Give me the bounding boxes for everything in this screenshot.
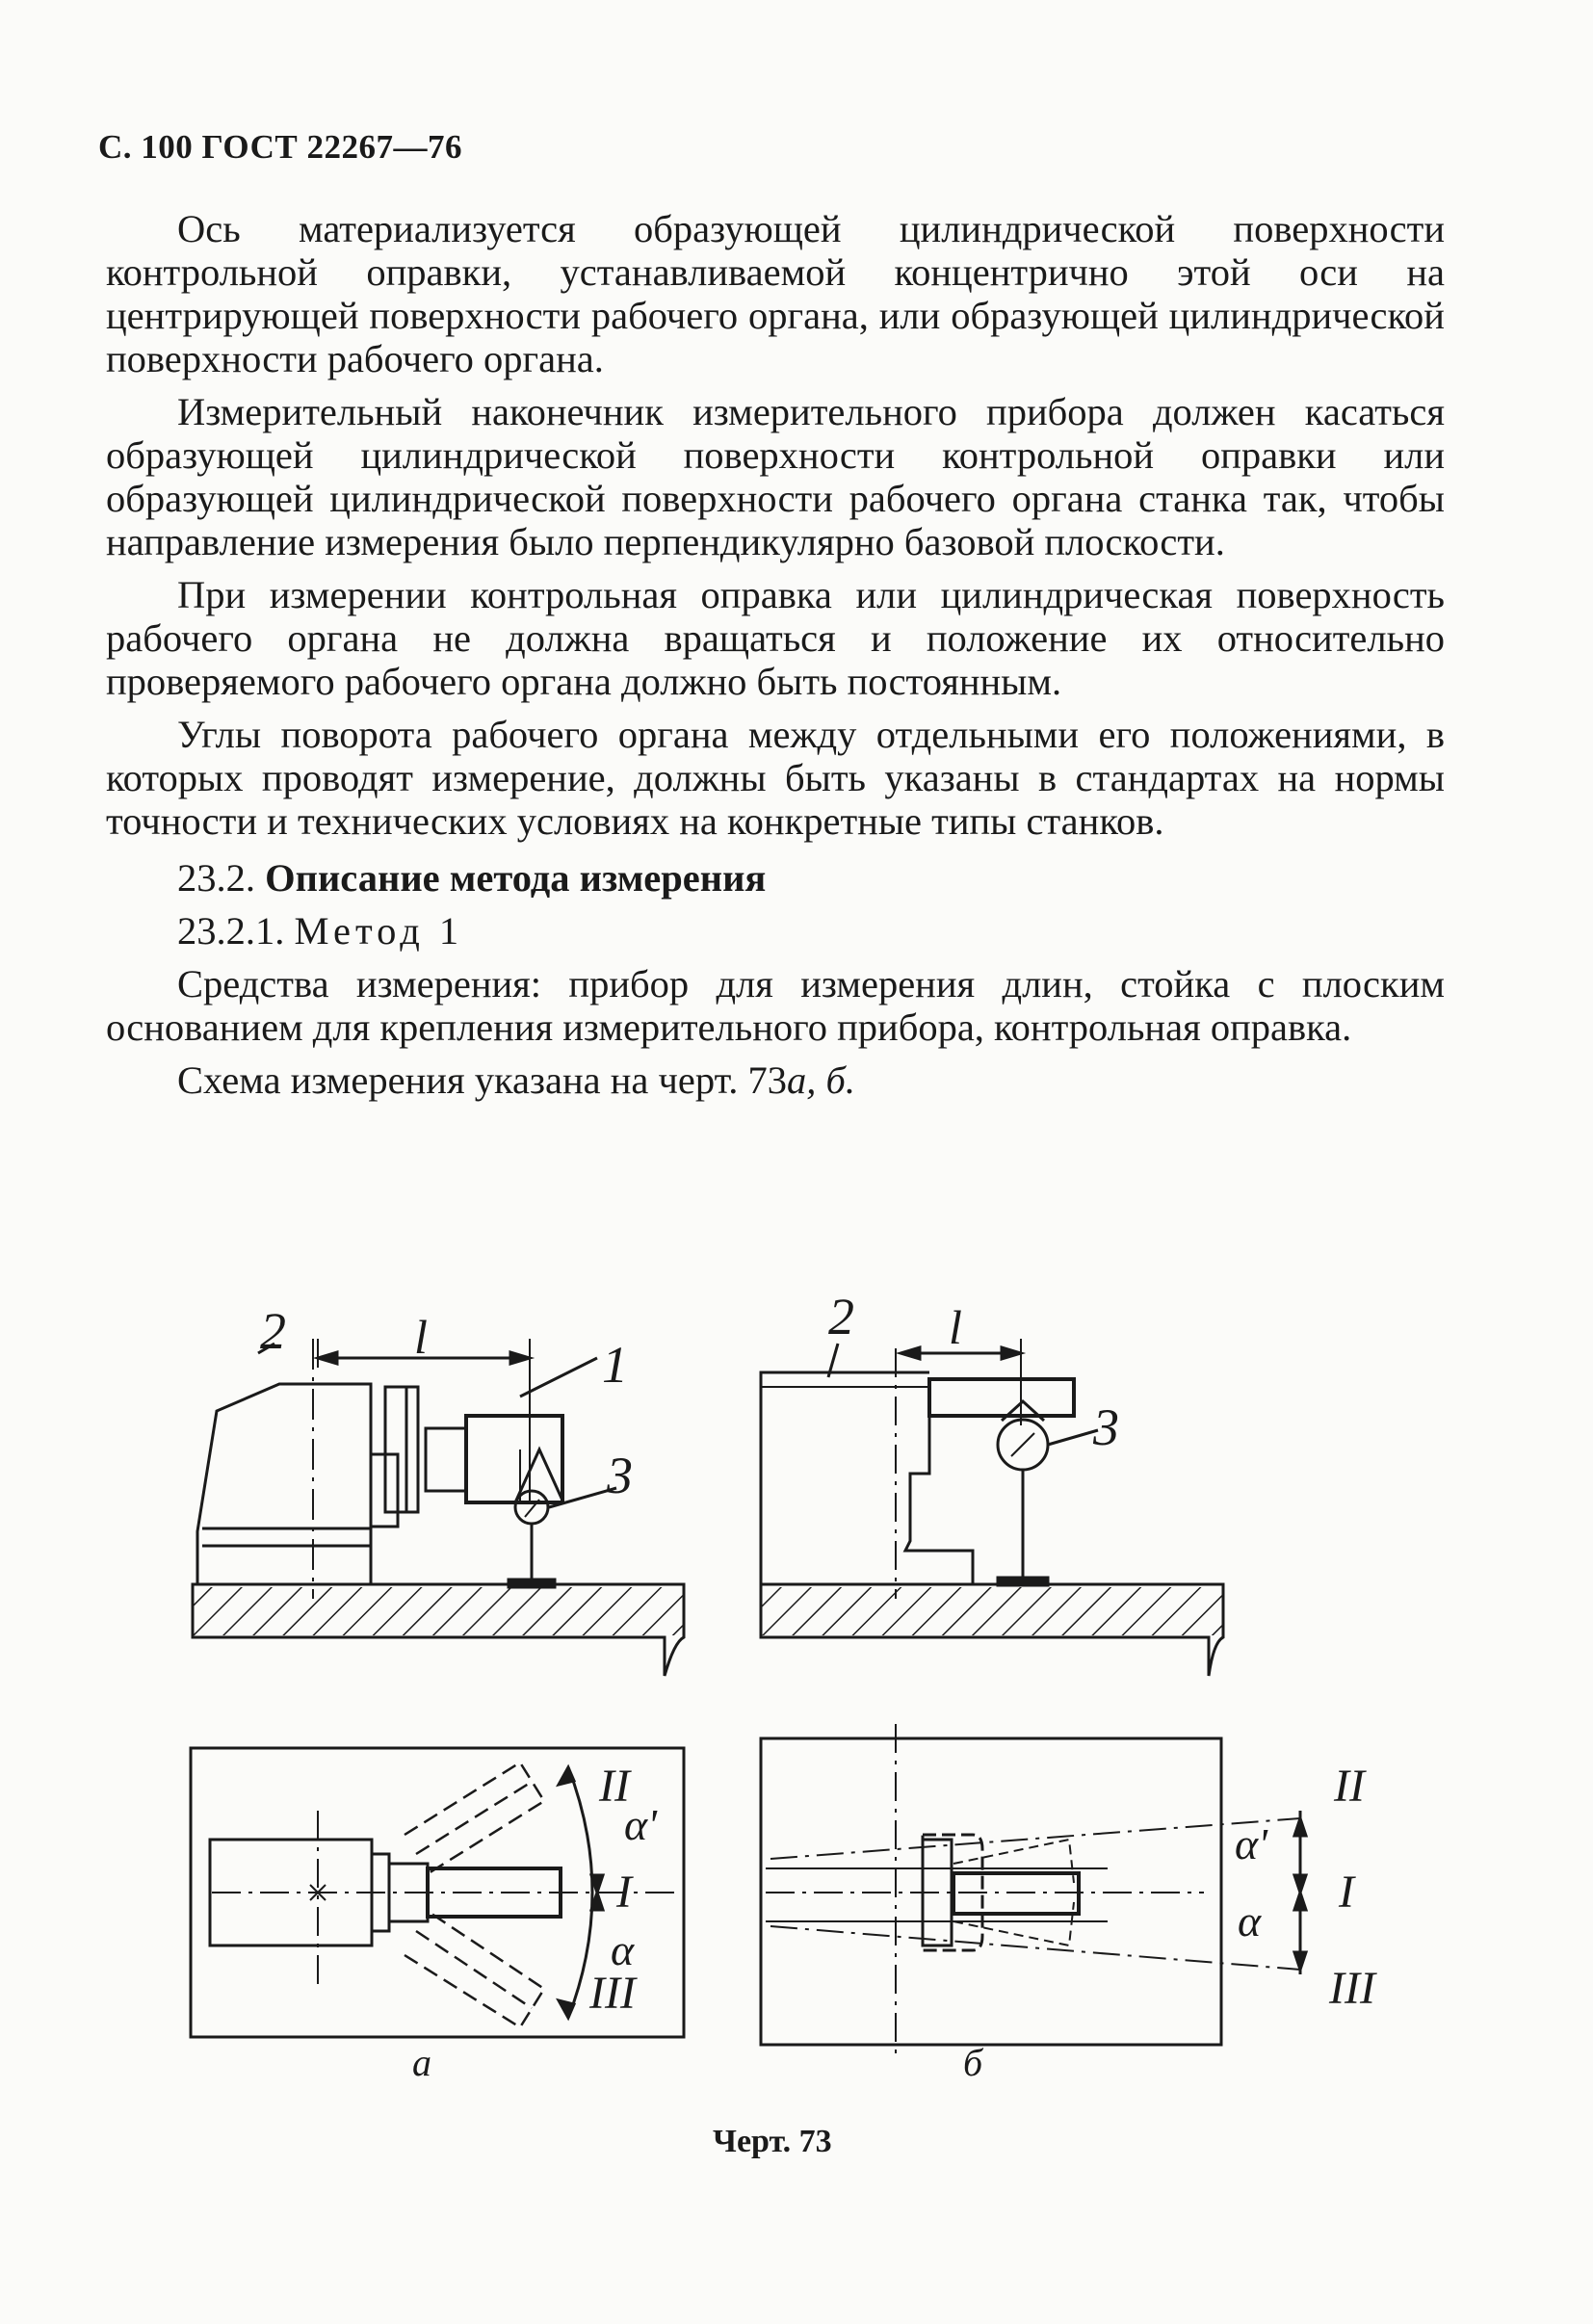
label-III-b: III	[1329, 1963, 1375, 2014]
diagram-a-plan-labels	[588, 1761, 658, 2019]
scheme-text: Схема измерения указана на черт. 73	[177, 1058, 787, 1102]
label-II-b: II	[1334, 1761, 1365, 1812]
label-III-a: III	[589, 1968, 636, 2019]
page-header: С. 100 ГОСТ 22267—76	[98, 128, 462, 166]
label-3-a: 3	[607, 1447, 633, 1504]
label-1-a: 1	[602, 1336, 628, 1394]
label-I-b: I	[1339, 1867, 1354, 1918]
section-number: 23.2.	[177, 856, 255, 900]
subfigure-b-label: б	[963, 2041, 983, 2084]
label-alpha-prime-b: α'	[1235, 1819, 1267, 1868]
section-heading	[106, 856, 1445, 900]
label-2-b: 2	[828, 1288, 854, 1345]
paragraph-tip: Измерительный наконечник измерительного прибора должен касаться образующей цилиндрической поверхности контрольной оправки или образующей цилиндрической поверхности рабочего органа станка так, чтобы направление измерения было перпендикулярно базовой плоскости.	[106, 390, 1445, 563]
label-2-a: 2	[260, 1302, 286, 1360]
subfigure-a-label: а	[412, 2041, 431, 2084]
diagram-a-labels	[260, 1302, 633, 1504]
label-l-b: l	[949, 1300, 962, 1354]
figure-caption: Черт. 73	[713, 2124, 832, 2159]
paragraph-instruments: Средства измерения: прибор для измерения длин, стойка с плоским основанием для крепления измерительного прибора, контрольная оправка.	[106, 962, 1445, 1049]
label-l-a: l	[414, 1310, 428, 1364]
subsection-heading	[106, 909, 1445, 953]
diagram-a-plan-view	[191, 1748, 684, 2037]
label-I-a: I	[616, 1867, 632, 1918]
diagram-b-plan-view	[761, 1724, 1306, 2056]
paragraph-mandrel: При измерении контрольная оправка или цилиндрическая поверхность рабочего органа не должна вращаться и положение их относительно проверяемого рабочего органа должно быть постоянным.	[106, 573, 1445, 703]
label-alpha-a: α	[611, 1925, 635, 1974]
diagram-b-labels	[828, 1288, 1119, 1456]
paragraph-angles: Углы поворота рабочего органа между отдельными его положениями, в которых проводят измерение, должны быть указаны в стандартах на нормы точности и технических условиях на конкретные типы станков.	[106, 713, 1445, 843]
subsection-title: Метод 1	[294, 909, 464, 953]
diagram-b-side-view	[761, 1339, 1223, 1676]
diagram-a-side-view	[193, 1339, 684, 1676]
label-II-a: II	[599, 1761, 630, 1812]
label-3-b: 3	[1093, 1398, 1119, 1456]
paragraph-axis: Ось материализуется образующей цилиндрической поверхности контрольной оправки, устанавливаемой концентрично этой оси на центрирующей поверхности рабочего органа, или образующей цилиндрической поверхности рабочего органа.	[106, 207, 1445, 380]
paragraph-scheme	[106, 1058, 1445, 1102]
label-alpha-prime-a: α'	[624, 1800, 657, 1849]
scheme-ref: а, б.	[787, 1058, 855, 1102]
body-text	[106, 207, 1445, 1111]
section-title: Описание метода измерения	[265, 856, 767, 900]
subsection-number: 23.2.1.	[177, 909, 285, 953]
label-alpha-b: α	[1238, 1896, 1262, 1945]
diagram-b-plan-labels	[1235, 1761, 1377, 2014]
